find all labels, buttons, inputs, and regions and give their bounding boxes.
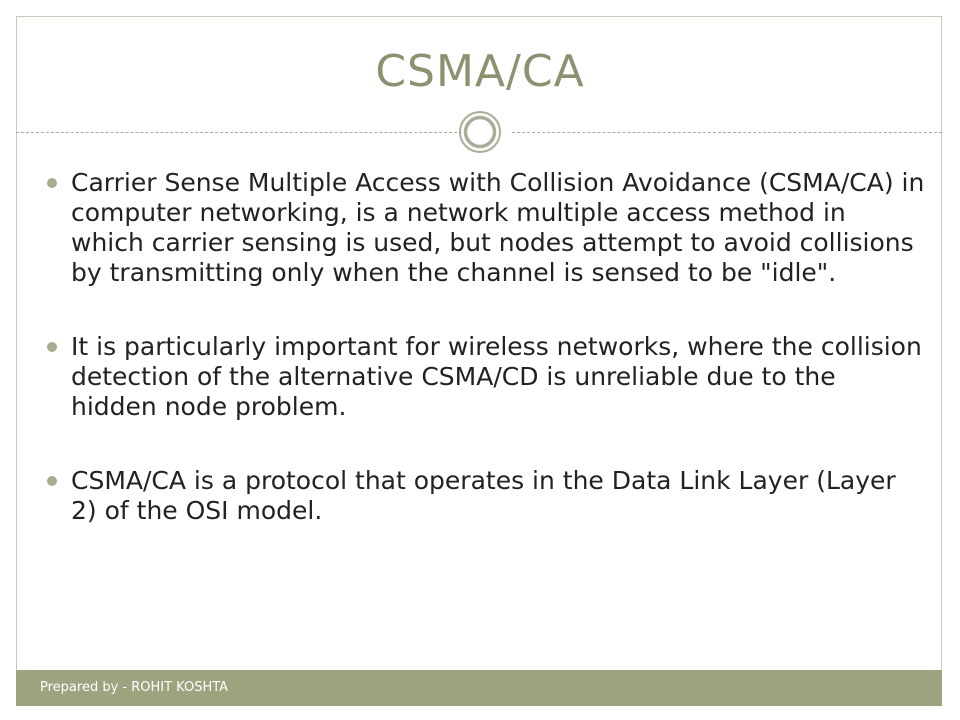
- bullet-text: It is particularly important for wireless networks, where the collision detection of the alternative CSMA/CD is unreliable due to the hidden node problem.: [71, 332, 922, 421]
- ring-ornament-icon: [458, 110, 502, 154]
- title-divider-right: [512, 132, 942, 133]
- bullet-item: [46, 466, 926, 526]
- slide-title: CSMA/CA: [375, 46, 585, 97]
- footer-credit: Prepared by - ROHIT KOSHTA: [40, 680, 229, 695]
- footer-bar: [16, 670, 942, 706]
- slide-body: [46, 168, 926, 570]
- bullet-text: CSMA/CA is a protocol that operates in the Data Link Layer (Layer 2) of the OSI model.: [71, 466, 896, 525]
- bullet-dot-icon: [47, 342, 57, 352]
- bullet-item: [46, 332, 926, 422]
- bullet-dot-icon: [47, 178, 57, 188]
- bullet-dot-icon: [47, 476, 57, 486]
- title-divider-left: [16, 132, 462, 133]
- bullet-item: [46, 168, 926, 288]
- bullet-text: Carrier Sense Multiple Access with Collision Avoidance (CSMA/CA) in computer networking, is a network multiple access method in which carrier sensing is used, but nodes attempt to avoid collisions by transmitting only when the channel is sensed to be "idle".: [71, 168, 925, 287]
